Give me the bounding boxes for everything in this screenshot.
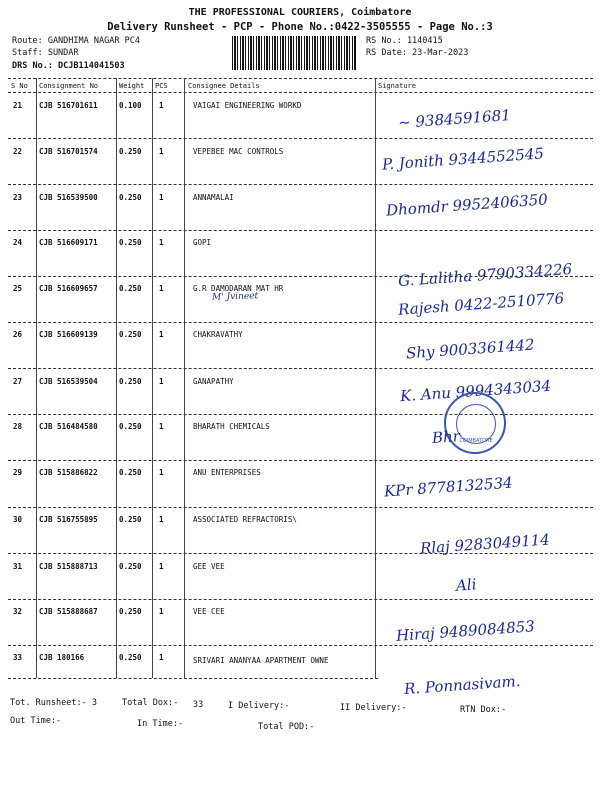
row-pcs: 1: [159, 330, 164, 339]
col-weight: Weight: [119, 82, 145, 90]
row-sno: 27: [13, 377, 23, 386]
row-rule: [8, 368, 593, 369]
row-weight: 0.250: [119, 377, 142, 386]
row-signature: Rlaj 9283049114: [419, 530, 551, 558]
row-consignee: VEPEBEE MAC CONTROLS: [193, 147, 284, 156]
col-divider: [152, 78, 153, 678]
row-weight: 0.250: [119, 653, 142, 662]
row-weight: 0.250: [119, 193, 142, 202]
staff-label: Staff: SUNDAR: [12, 48, 79, 58]
row-signature: Hiraj 9489084853: [395, 617, 536, 645]
row-consignment: CJB 516609171: [39, 238, 98, 247]
row-pcs: 1: [159, 284, 164, 293]
row-consignment: CJB 515888687: [39, 607, 98, 616]
row-pcs: 1: [159, 468, 164, 477]
handwritten-note: M' Jvineet: [211, 291, 259, 303]
row-pcs: 1: [159, 653, 164, 662]
row-pcs: 1: [159, 515, 164, 524]
row-signature: P. Jonith 9344552545: [381, 144, 545, 174]
row-signature: ~ 9384591681: [397, 106, 512, 132]
row-rule: [8, 553, 593, 554]
row-weight: 0.250: [119, 147, 142, 156]
i-delivery-label: I Delivery:-: [228, 701, 290, 711]
row-signature: Dhomdr 9952406350: [385, 190, 549, 220]
row-signature: Rajesh 0422-2510776: [397, 289, 565, 319]
row-pcs: 1: [159, 238, 164, 247]
row-weight: 0.250: [119, 562, 142, 571]
row-rule: [8, 184, 593, 185]
stamp-text: COIMBATORE: [459, 438, 493, 444]
rs-number: RS No.: 1140415: [366, 36, 443, 46]
out-time-label: Out Time:-: [10, 716, 62, 726]
row-consignee: VAIGAI ENGINEERING WORKD: [193, 101, 302, 110]
row-rule: [8, 460, 593, 461]
row-consignment: CJB 516609657: [39, 284, 98, 293]
row-rule: [8, 678, 378, 679]
row-weight: 0.250: [119, 330, 142, 339]
col-divider: [116, 78, 117, 678]
row-consignment: CJB 516539504: [39, 377, 98, 386]
row-consignee: ASSOCIATED REFRACTORIS\: [193, 515, 297, 524]
row-consignee: CHAKRAVATHY: [193, 330, 243, 339]
row-pcs: 1: [159, 193, 164, 202]
row-consignment: CJB 516701611: [39, 101, 98, 110]
row-sno: 22: [13, 147, 23, 156]
barcode: [232, 36, 356, 70]
col-sno: S No: [11, 82, 28, 90]
row-rule: [8, 414, 593, 415]
row-signature: Bhr: [431, 427, 461, 447]
row-pcs: 1: [159, 607, 164, 616]
row-rule: [8, 645, 593, 646]
row-pcs: 1: [159, 101, 164, 110]
row-signature: R. Ponnasivam.: [403, 671, 522, 699]
row-consignment: CJB 515886822: [39, 468, 98, 477]
company-title: THE PROFESSIONAL COURIERS, Coimbatore: [188, 7, 412, 18]
row-consignment: CJB 515888713: [39, 562, 98, 571]
row-rule: [8, 507, 593, 508]
drs-number: DRS No.: DCJB114041503: [12, 61, 125, 71]
row-sno: 28: [13, 422, 23, 431]
row-sno: 25: [13, 284, 23, 293]
col-consignee: Consignee Details: [188, 82, 260, 90]
row-rule: [8, 599, 593, 600]
row-consignee: G.R DAMODARAN MAT HR: [193, 284, 284, 293]
row-consignment: CJB 516609139: [39, 330, 98, 339]
row-sno: 30: [13, 515, 23, 524]
row-weight: 0.250: [119, 515, 142, 524]
rs-date: RS Date: 23-Mar-2023: [366, 48, 469, 58]
row-consignment: CJB 180166: [39, 653, 85, 662]
row-consignment: CJB 516701574: [39, 147, 98, 156]
table-top-rule: [8, 78, 593, 79]
header-rule: [8, 92, 593, 93]
row-pcs: 1: [159, 562, 164, 571]
row-rule: [8, 276, 593, 277]
tot-runsheet: Tot. Runsheet:- 3: [10, 698, 97, 708]
row-consignee: BHARATH CHEMICALS: [193, 422, 270, 431]
row-rule: [8, 138, 593, 139]
row-signature: Ali: [455, 575, 478, 595]
row-sno: 24: [13, 238, 23, 247]
row-rule: [8, 230, 593, 231]
row-sno: 21: [13, 101, 23, 110]
row-sno: 31: [13, 562, 23, 571]
row-consignee: VEE CEE: [193, 607, 225, 616]
row-signature: Shy 9003361442: [405, 335, 536, 363]
total-dox-label: Total Dox:-: [122, 698, 179, 708]
row-consignee: GANAPATHY: [193, 377, 234, 386]
row-sno: 32: [13, 607, 23, 616]
ii-delivery-label: II Delivery:-: [340, 703, 407, 713]
row-consignee: GEE VEE: [193, 562, 225, 571]
row-signature: KPr 8778132534: [383, 473, 514, 501]
row-consignment: CJB 516539500: [39, 193, 98, 202]
row-consignee: SRIVARI ANANYAA APARTMENT OWNE: [193, 656, 329, 665]
row-pcs: 1: [159, 147, 164, 156]
row-weight: 0.250: [119, 238, 142, 247]
rtn-dox-label: RTN Dox:-: [460, 705, 507, 715]
col-consignment: Consignment No: [39, 82, 99, 90]
row-consignment: CJB 516755895: [39, 515, 98, 524]
row-rule: [8, 322, 593, 323]
total-pod-label: Total POD:-: [258, 722, 315, 732]
row-weight: 0.100: [119, 101, 142, 110]
row-sno: 26: [13, 330, 23, 339]
col-divider: [184, 78, 185, 678]
row-consignee: GOPI: [193, 238, 212, 247]
row-consignee: ANNAMALAI: [193, 193, 234, 202]
in-time-label: In Time:-: [137, 719, 184, 729]
row-weight: 0.250: [119, 468, 142, 477]
row-consignee: ANU ENTERPRISES: [193, 468, 261, 477]
col-pcs: PCS: [155, 82, 168, 90]
route-label: Route: GANDHIMA NAGAR PC4: [12, 36, 140, 46]
row-pcs: 1: [159, 377, 164, 386]
row-sno: 29: [13, 468, 23, 477]
row-signature: K. Anu 9994343034: [399, 376, 552, 406]
total-dox-value: 33: [193, 700, 204, 710]
row-signature: G. Lalitha 9790334226: [397, 259, 573, 291]
row-sno: 33: [13, 653, 23, 662]
row-weight: 0.250: [119, 422, 142, 431]
row-weight: 0.250: [119, 284, 142, 293]
row-consignment: CJB 516484580: [39, 422, 98, 431]
row-sno: 23: [13, 193, 23, 202]
col-divider: [375, 78, 376, 678]
col-divider: [36, 78, 37, 678]
col-signature: Signature: [378, 82, 416, 90]
row-pcs: 1: [159, 422, 164, 431]
row-weight: 0.250: [119, 607, 142, 616]
runsheet-subtitle: Delivery Runsheet - PCP - Phone No.:0422-3505555 - Page No.:3: [107, 21, 493, 33]
